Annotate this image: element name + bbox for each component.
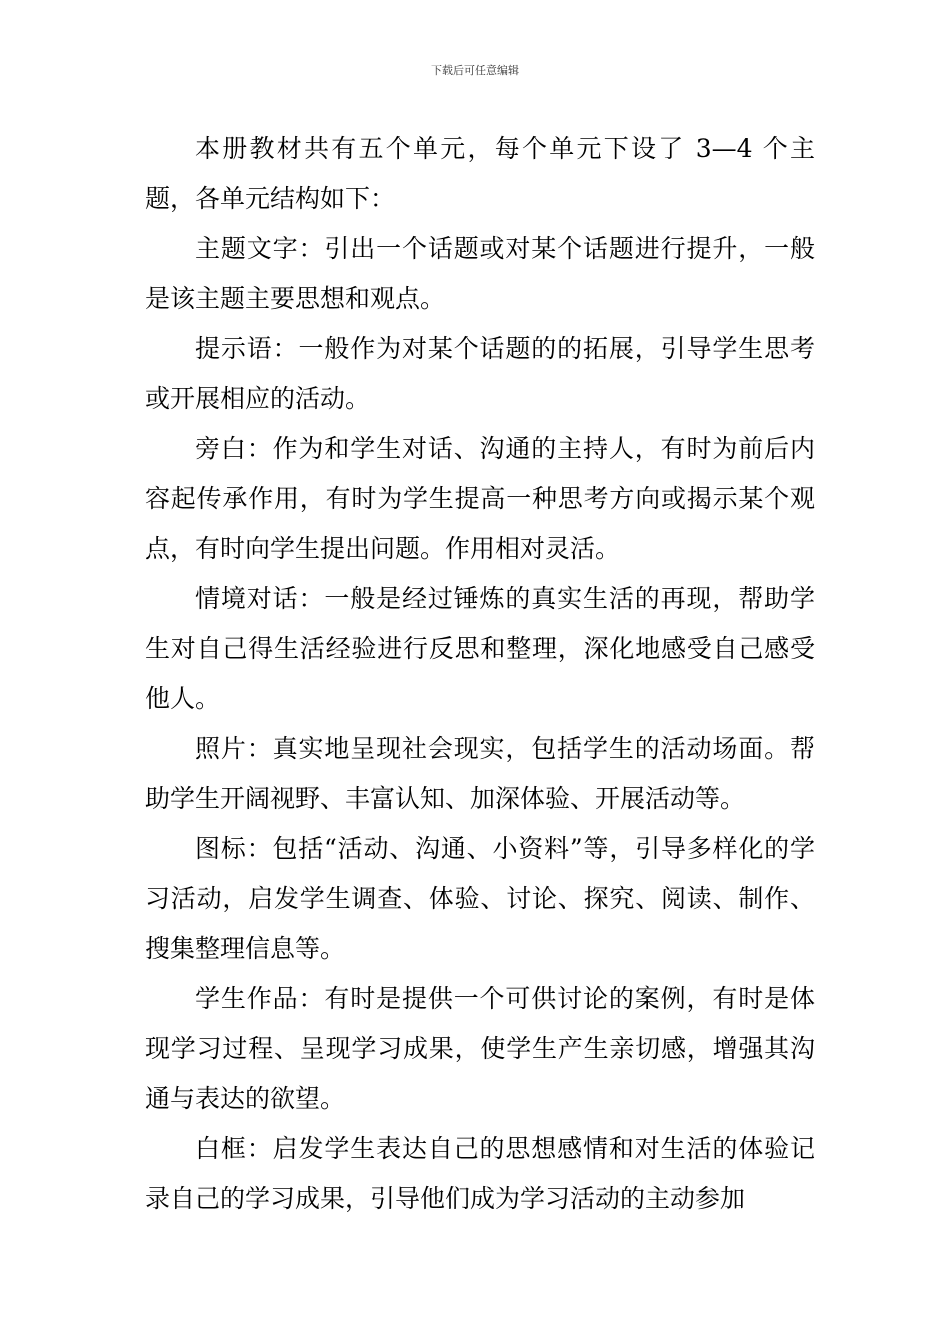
paragraph-student-work: 学生作品：有时是提供一个可供讨论的案例，有时是体现学习过程、呈现学习成果，使学生产生亲切感，增强其沟通与表达的欲望。 (145, 984, 815, 1113)
paragraph-white-box: 白框：启发学生表达自己的思想感情和对生活的体验记录自己的学习成果，引导他们成为学习活动的主动参加 (145, 1134, 815, 1213)
paragraph-theme-text: 主题文字：引出一个话题或对某个话题进行提升，一般是该主题主要思想和观点。 (145, 234, 815, 313)
paragraph-aside: 旁白：作为和学生对话、沟通的主持人，有时为前后内容起传承作用，有时为学生提高一种思考方向或揭示某个观点，有时向学生提出问题。作用相对灵活。 (145, 434, 815, 563)
document-body (145, 124, 815, 1224)
paragraph-intro: 本册教材共有五个单元，每个单元下设了 3—4 个主题，各单元结构如下： (145, 134, 815, 213)
paragraph-dialogue: 情境对话：一般是经过锤炼的真实生活的再现，帮助学生对自己得生活经验进行反思和整理，深化地感受自己感受他人。 (145, 584, 815, 713)
page-header: 下载后可任意编辑 (431, 64, 519, 77)
paragraph-photo: 照片：真实地呈现社会现实，包括学生的活动场面。帮助学生开阔视野、丰富认知、加深体验、开展活动等。 (145, 734, 815, 813)
paragraph-prompt: 提示语：一般作为对某个话题的的拓展，引导学生思考或开展相应的活动。 (145, 334, 815, 413)
paragraph-icon: 图标：包括“活动、沟通、小资料”等，引导多样化的学习活动，启发学生调查、体验、讨论、探究、阅读、制作、搜集整理信息等。 (145, 834, 815, 963)
